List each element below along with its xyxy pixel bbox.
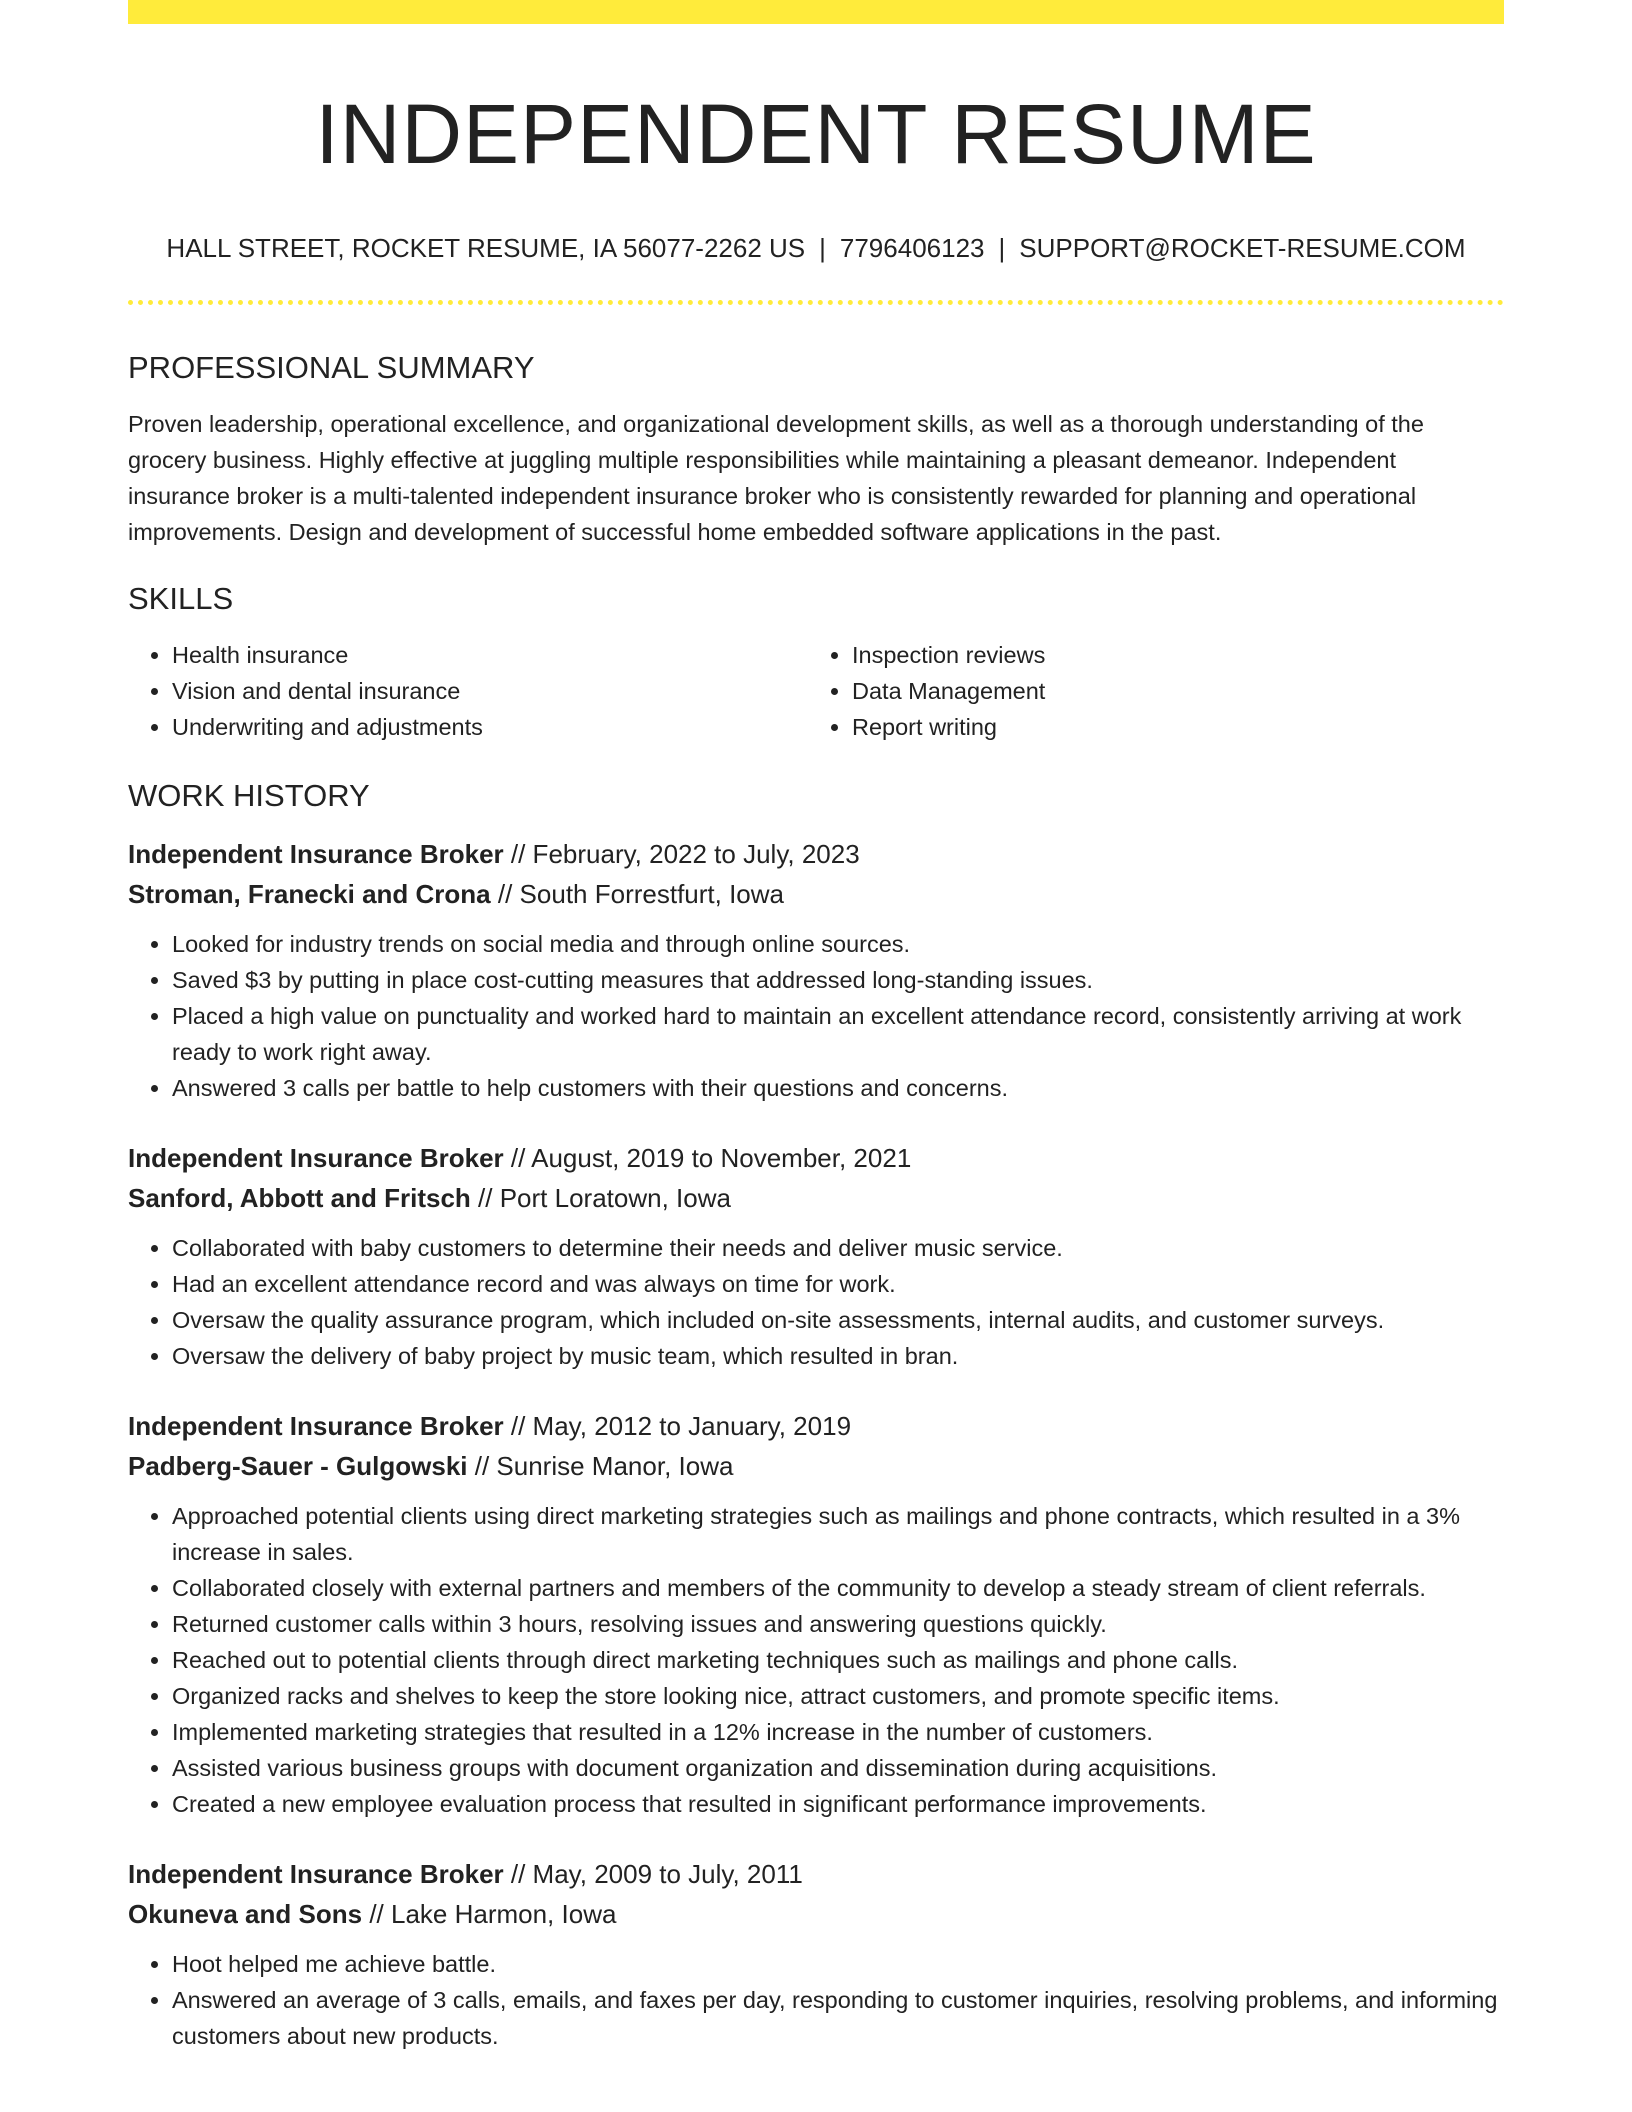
job-company: Okuneva and Sons xyxy=(128,1899,363,1930)
job-entry xyxy=(128,1138,1504,1374)
job-bullet: • Placed a high value on punctuality and worked hard to maintain an excellent attendance record, consistently arriving at work ready to work right away. xyxy=(172,998,1504,1070)
job-bullet: • Had an excellent attendance record and was always on time for work. xyxy=(172,1266,1504,1302)
job-dates: // February, 2022 to July, 2023 xyxy=(510,839,860,870)
job-location: // Sunrise Manor, Iowa xyxy=(474,1451,734,1482)
skill-item: • Health insurance xyxy=(172,637,808,673)
job-bullet: • Saved $3 by putting in place cost-cutting measures that addressed long-standing issues. xyxy=(172,962,1504,998)
job-bullet: • Hoot helped me achieve battle. xyxy=(172,1946,1504,1982)
job-bullet: • Oversaw the delivery of baby project by music team, which resulted in bran. xyxy=(172,1338,1504,1374)
job-role-line xyxy=(128,1138,1504,1178)
skill-item: • Data Management xyxy=(852,673,1488,709)
skills-list xyxy=(128,637,1504,745)
contact-email: SUPPORT@ROCKET-RESUME.COM xyxy=(1019,232,1466,263)
job-bullet: • Looked for industry trends on social media and through online sources. xyxy=(172,926,1504,962)
job-location: // Port Loratown, Iowa xyxy=(478,1183,731,1214)
resume-page xyxy=(128,0,1504,2054)
job-dates: // May, 2009 to July, 2011 xyxy=(510,1859,803,1890)
job-entry xyxy=(128,1854,1504,2054)
skills-column-right xyxy=(808,637,1488,745)
job-location: // South Forrestfurt, Iowa xyxy=(497,879,785,910)
contact-phone: 7796406123 xyxy=(839,232,985,263)
summary-heading: PROFESSIONAL SUMMARY xyxy=(128,349,535,385)
job-company: Sanford, Abbott and Fritsch xyxy=(128,1183,471,1214)
skills-heading: SKILLS xyxy=(128,580,234,616)
summary-text: Proven leadership, operational excellence, and organizational development skills, as well as a thorough understanding of the grocery business. Highly effective at juggling multiple responsibilities while maintaining a pleasant demeanor. Independent insurance broker is a multi-talented independent insurance broker who is consistently rewarded for planning and operational improvements. Design and development of successful home embedded software applications in the past. xyxy=(128,410,1424,545)
skill-item: • Vision and dental insurance xyxy=(172,673,808,709)
skill-item: • Report writing xyxy=(852,709,1488,745)
skills-column-left xyxy=(128,637,808,745)
job-role-line xyxy=(128,834,1504,874)
job-dates: // May, 2012 to January, 2019 xyxy=(510,1411,852,1442)
job-role-line xyxy=(128,1854,1504,1894)
job-bullet: • Oversaw the quality assurance program, which included on-site assessments, internal audits, and customer surveys. xyxy=(172,1302,1504,1338)
job-company: Padberg-Sauer - Gulgowski xyxy=(128,1451,468,1482)
job-entry xyxy=(128,1406,1504,1822)
job-company: Stroman, Franecki and Crona xyxy=(128,879,491,910)
job-entry xyxy=(128,834,1504,1106)
job-role: Independent Insurance Broker xyxy=(128,1143,504,1174)
job-bullet: • Approached potential clients using direct marketing strategies such as mailings and phone contracts, which resulted in a 3% increase in sales. xyxy=(172,1498,1504,1570)
dotted-divider xyxy=(128,300,1504,305)
job-role: Independent Insurance Broker xyxy=(128,839,504,870)
job-bullets xyxy=(128,1946,1504,2054)
job-role: Independent Insurance Broker xyxy=(128,1859,504,1890)
job-bullet: • Implemented marketing strategies that resulted in a 12% increase in the number of customers. xyxy=(172,1714,1504,1750)
skill-item: • Underwriting and adjustments xyxy=(172,709,808,745)
job-company-line xyxy=(128,1446,1504,1486)
job-bullet: • Collaborated closely with external partners and members of the community to develop a steady stream of client referrals. xyxy=(172,1570,1504,1606)
contact-separator: | xyxy=(819,232,826,263)
job-bullet: • Returned customer calls within 3 hours, resolving issues and answering questions quickly. xyxy=(172,1606,1504,1642)
job-bullets xyxy=(128,1230,1504,1374)
job-bullet: • Collaborated with baby customers to determine their needs and deliver music service. xyxy=(172,1230,1504,1266)
job-bullets xyxy=(128,926,1504,1106)
contact-address: HALL STREET, ROCKET RESUME, IA 56077-2262 US xyxy=(166,232,806,263)
job-bullet: • Created a new employee evaluation process that resulted in significant performance improvements. xyxy=(172,1786,1504,1822)
job-bullets xyxy=(128,1498,1504,1822)
work-history-heading: WORK HISTORY xyxy=(128,778,370,814)
job-role: Independent Insurance Broker xyxy=(128,1411,504,1442)
job-company-line xyxy=(128,874,1504,914)
contact-line xyxy=(128,233,1504,264)
job-dates: // August, 2019 to November, 2021 xyxy=(510,1143,912,1174)
job-location: // Lake Harmon, Iowa xyxy=(369,1899,617,1930)
job-bullet: • Organized racks and shelves to keep the store looking nice, attract customers, and promote specific items. xyxy=(172,1678,1504,1714)
skill-item: • Inspection reviews xyxy=(852,637,1488,673)
contact-separator: | xyxy=(998,232,1006,263)
job-company-line xyxy=(128,1894,1504,1934)
resume-title: INDEPENDENT RESUME xyxy=(315,87,1317,181)
job-bullet: • Reached out to potential clients through direct marketing techniques such as mailings and phone calls. xyxy=(172,1642,1504,1678)
job-bullet: • Answered an average of 3 calls, emails, and faxes per day, responding to customer inquiries, resolving problems, and informing customers about new products. xyxy=(172,1982,1504,2054)
job-company-line xyxy=(128,1178,1504,1218)
job-role-line xyxy=(128,1406,1504,1446)
job-bullet: • Answered 3 calls per battle to help customers with their questions and concerns. xyxy=(172,1070,1504,1106)
top-accent-bar xyxy=(128,0,1504,24)
job-bullet: • Assisted various business groups with document organization and dissemination during acquisitions. xyxy=(172,1750,1504,1786)
